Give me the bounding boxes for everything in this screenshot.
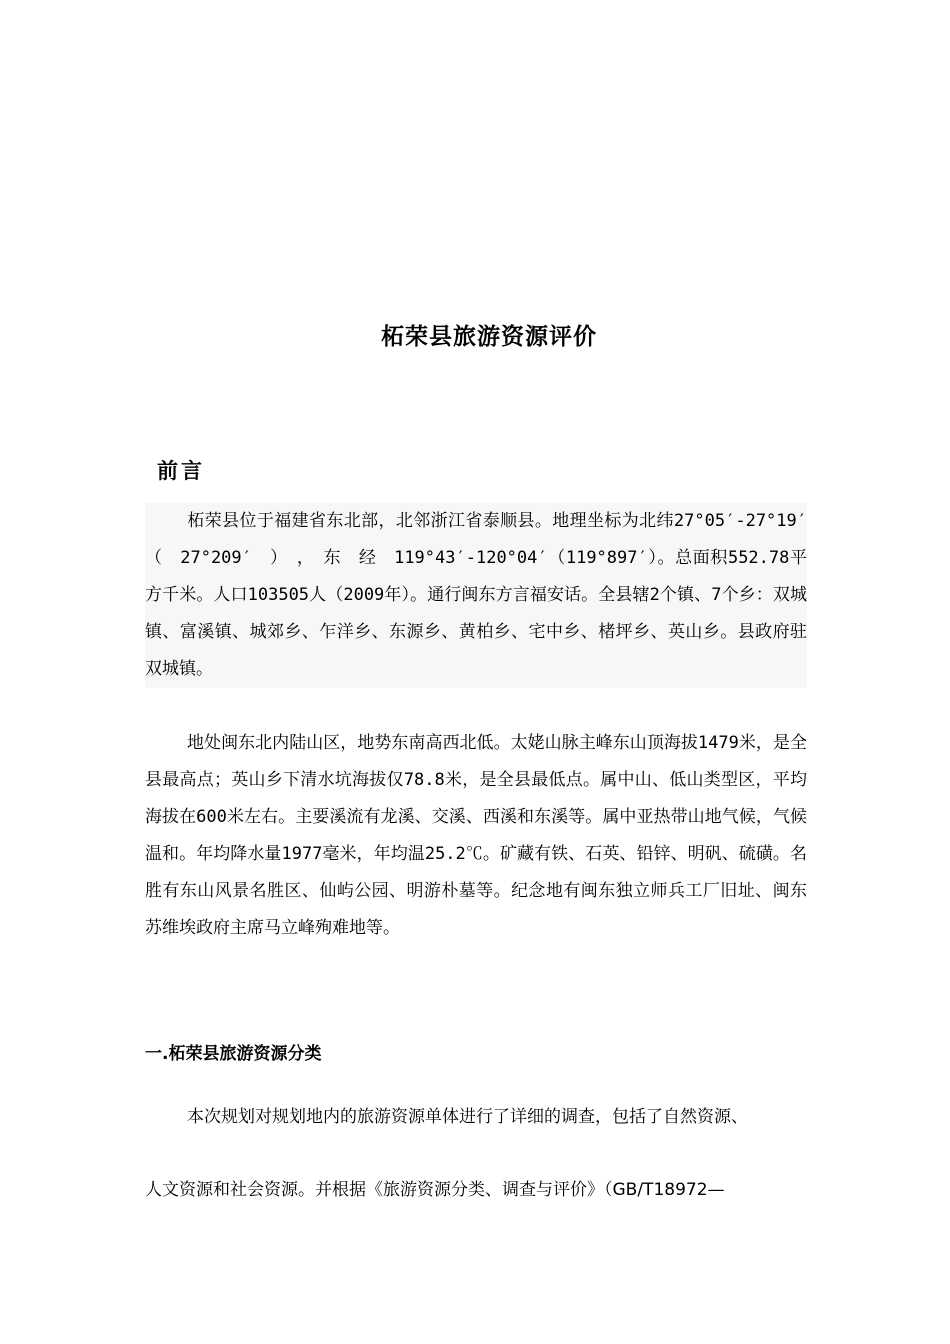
preface-heading: 前言: [157, 458, 205, 483]
paragraph-text: 柘荣县位于福建省东北部，北邻浙江省泰顺县。地理坐标为北纬27°05′-27°19′ （ 27°209′ ） ， 东 经 119°43′-120°04′（119°897′）。总面积552.78平方千米。人口103505人（2009年）。通行闽东方言福安话。全县辖2个镇、7个乡：双城镇、富溪镇、城郊乡、乍洋乡、东源乡、黄柏乡、宅中乡、楮坪乡、英山乡。县政府驻双城镇。: [145, 511, 824, 679]
section-body-line: 人文资源和社会资源。并根据《旅游资源分类、调查与评价》（GB/T18972—: [145, 1180, 725, 1200]
section-body-line: [145, 1102, 807, 1127]
preface-paragraph-location: [145, 503, 824, 688]
section-body-text: 本次规划对规划地内的旅游资源单体进行了详细的调查，包括了自然资源、: [187, 1107, 748, 1127]
preface-paragraph-geography: [145, 725, 807, 947]
paragraph-text: 地处闽东北内陆山区，地势东南高西北低。太姥山脉主峰东山顶海拔1479米，是全县最高点；英山乡下清水坑海拔仅78.8米，是全县最低点。属中山、低山类型区，平均海拔在600米左右。主要溪流有龙溪、交溪、西溪和东溪等。属中亚热带山地气候，气候温和。年均降水量1977毫米，年均温25.2℃。矿藏有铁、石英、铅锌、明矾、硫磺。名胜有东山风景名胜区、仙屿公园、明游朴墓等。纪念地有闽东独立师兵工厂旧址、闽东苏维埃政府主席马立峰殉难地等。: [145, 733, 807, 938]
document-title: 柘荣县旅游资源评价: [381, 324, 597, 350]
section-heading: 一.柘荣县旅游资源分类: [145, 1044, 322, 1064]
